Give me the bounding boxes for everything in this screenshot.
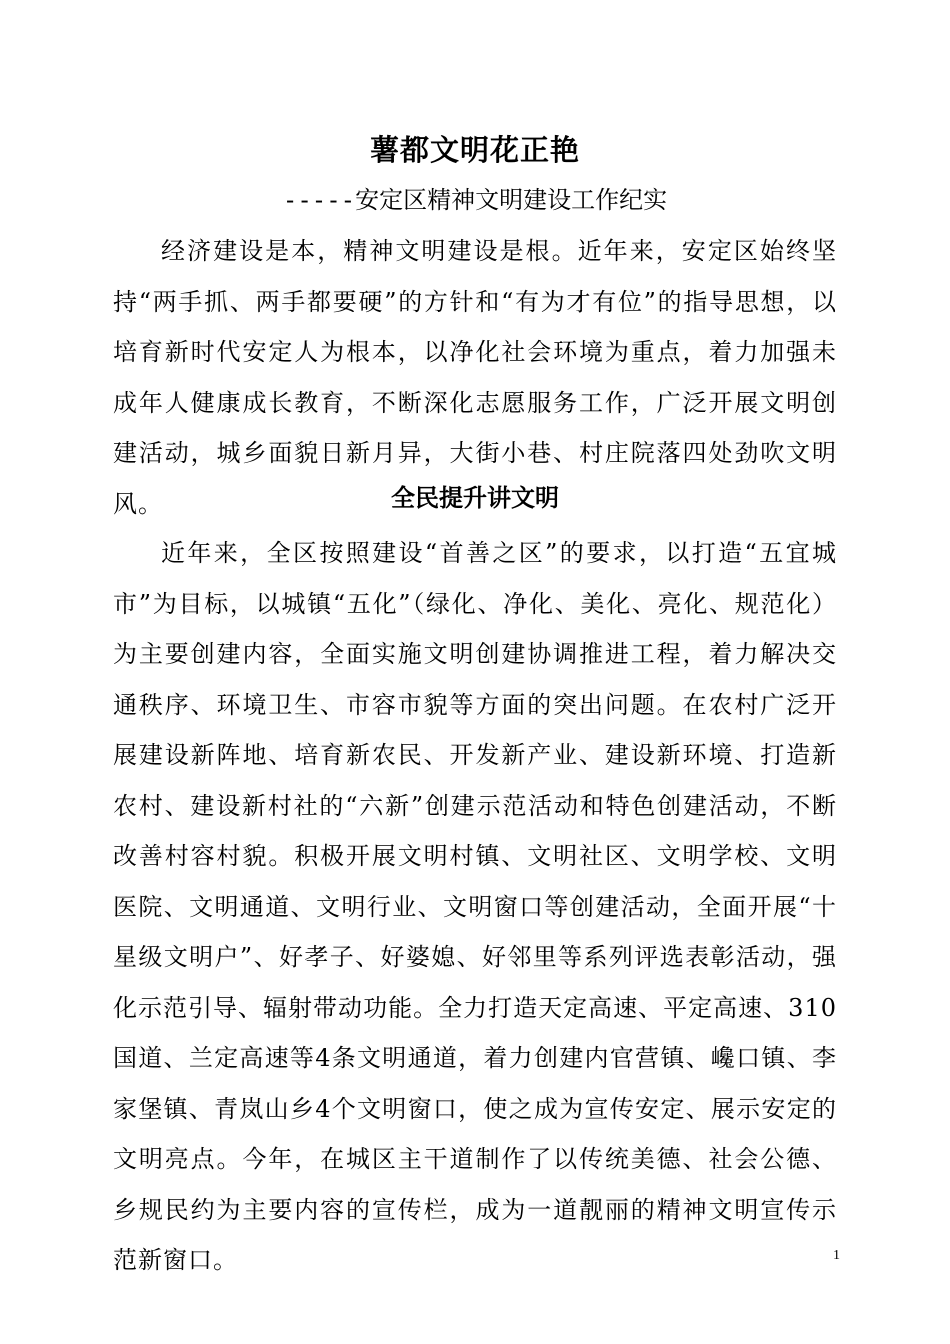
section-heading: 全民提升讲文明 — [391, 484, 559, 512]
body-paragraph: 近年来，全区按照建设“首善之区”的要求，以打造“五宜城市”为目标，以城镇“五化”（绿化、净化、美化、亮化、规范化）为主要创建内容，全面实施文明创建协调推进工程，着力解决交通秩序、环境卫生、市容市貌等方面的突出问题。在农村广泛开展建设新阵地、培育新农民、开发新产业、建设新环境、打造新农村、建设新村社的“六新”创建示范活动和特色创建活动，不断改善村容村貌。积极开展文明村镇、文明社区、文明学校、文明医院、文明通道、文明行业、文明窗口等创建活动，全面开展“十星级文明户”、好孝子、好婆媳、好邻里等系列评选表彰活动，强化示范引导、辐射带动功能。全力打造天定高速、平定高速、310国道、兰定高速等4条文明通道，着力创建内官营镇、巉口镇、李家堡镇、青岚山乡4个文明窗口，使之成为宣传安定、展示安定的文明亮点。今年，在城区主干道制作了以传统美德、社会公德、乡规民约为主要内容的宣传栏，成为一道靓丽的精神文明宣传示范新窗口。 — [113, 539, 837, 1274]
intro-paragraph: 经济建设是本，精神文明建设是根。近年来，安定区始终坚持“两手抓、两手都要硬”的方针和“有为才有位”的指导思想，以培育新时代安定人为根本，以净化社会环境为重点，着力加强未成年人健康成长教育，不断深化志愿服务工作，广泛开展文明创建活动，城乡面貌日新月异，大街小巷、村庄院落四处劲吹文明风。 — [113, 237, 837, 518]
page-number: 1 — [833, 1248, 840, 1263]
document-title: 薯都文明花正艳 — [369, 133, 580, 167]
document-subtitle: -----安定区精神文明建设工作纪实 — [282, 186, 668, 214]
